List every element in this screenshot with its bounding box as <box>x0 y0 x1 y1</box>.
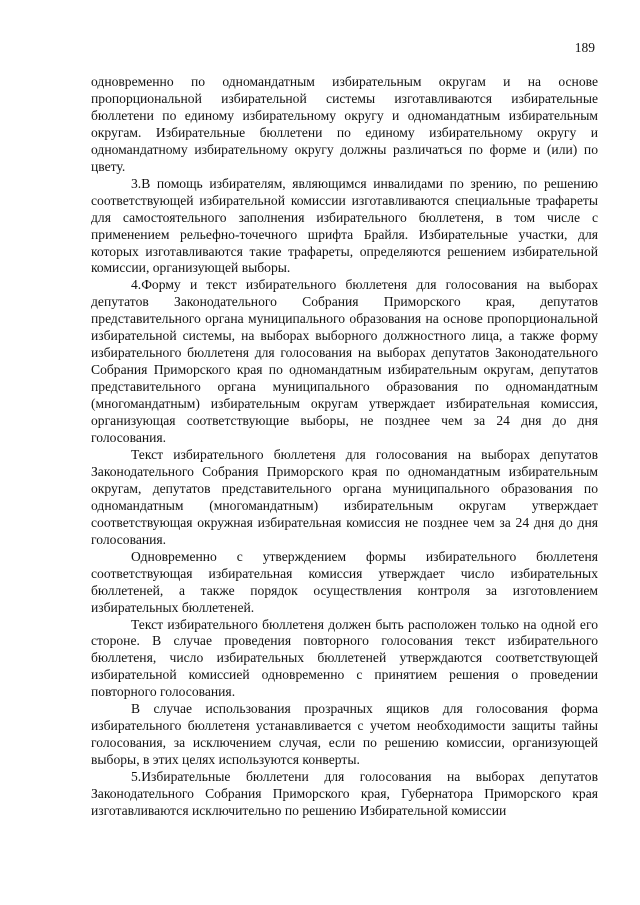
paragraph-one-side: Текст избирательного бюллетеня должен быть расположен только на одной его стороне. В случае проведения повторного голосования текст избирательного бюллетеня, число избирательных бюллетеней утверждаются соответствующей избирательной комиссией одновременно с принятием решения о проведении повторного голосования. <box>91 616 598 700</box>
document-body <box>91 74 598 820</box>
paragraph-ballot-count: Одновременно с утверждением формы избирательного бюллетеня соответствующая избирательная комиссия утверждает число избирательных бюллетеней, а также порядок осуществления контроля за изготовлением избирательных бюллетеней. <box>91 548 598 615</box>
paragraph-item-5: 5.Избирательные бюллетени для голосования на выборах депутатов Законодательного Собрания Приморского края, Губернатора Приморского края изготавливаются исключительно по решению Избирательной комиссии <box>91 769 598 818</box>
paragraph-continuation: одновременно по одномандатным избирательным округам и на основе пропорциональной избирательной системы изготавливаются избирательные бюллетени по единому избирательному округу и одномандатным избирательным округам. Избирательные бюллетени по единому избирательному округу и одномандатному избирательному округу должны различаться по форме и (или) по цвету. <box>91 74 598 174</box>
paragraph-transparent-boxes: В случае использования прозрачных ящиков для голосования форма избирательного бюллетеня устанавливается с учетом необходимости защиты тайны голосования, за исключением случая, если по решению комиссии, организующей выборы, в этих целях используются конверты. <box>91 701 598 768</box>
page-number: 189 <box>574 40 595 55</box>
paragraph-ballot-text: Текст избирательного бюллетеня для голосования на выборах депутатов Законодательного Собрания Приморского края по одномандатным избирательным округам, депутатов представительного органа муниципального образования по одномандатным (многомандатным) избирательным округам утверждает соответствующая окружная избирательная комиссия не позднее чем за 24 дня до дня голосования. <box>91 446 598 547</box>
paragraph-item-3: 3.В помощь избирателям, являющимся инвалидами по зрению, по решению соответствующей избирательной комиссии изготавливаются специальные трафареты для самостоятельного заполнения избирательного бюллетеня, в том числе с применением рельефно-точечного шрифта Брайля. Избирательные участки, для которых изготавливаются такие трафареты, определяются решением избирательной комиссии, организующей выборы. <box>91 175 598 276</box>
paragraph-item-4: 4.Форму и текст избирательного бюллетеня для голосования на выборах депутатов Законодательного Собрания Приморского края, депутатов представительного органа муниципального образования на основе пропорциональной избирательной системы, на выборах выборного должностного лица, а также форму избирательного бюллетеня для голосования на выборах депутатов Законодательного Собрания Приморского края по одномандатным избирательным округам, депутатов представительного органа муниципального образования по одномандатным (многомандатным) избирательным округам утверждает избирательная комиссия, организующая соответствующие выборы, не позднее чем за 24 дня до дня голосования. <box>91 277 598 446</box>
